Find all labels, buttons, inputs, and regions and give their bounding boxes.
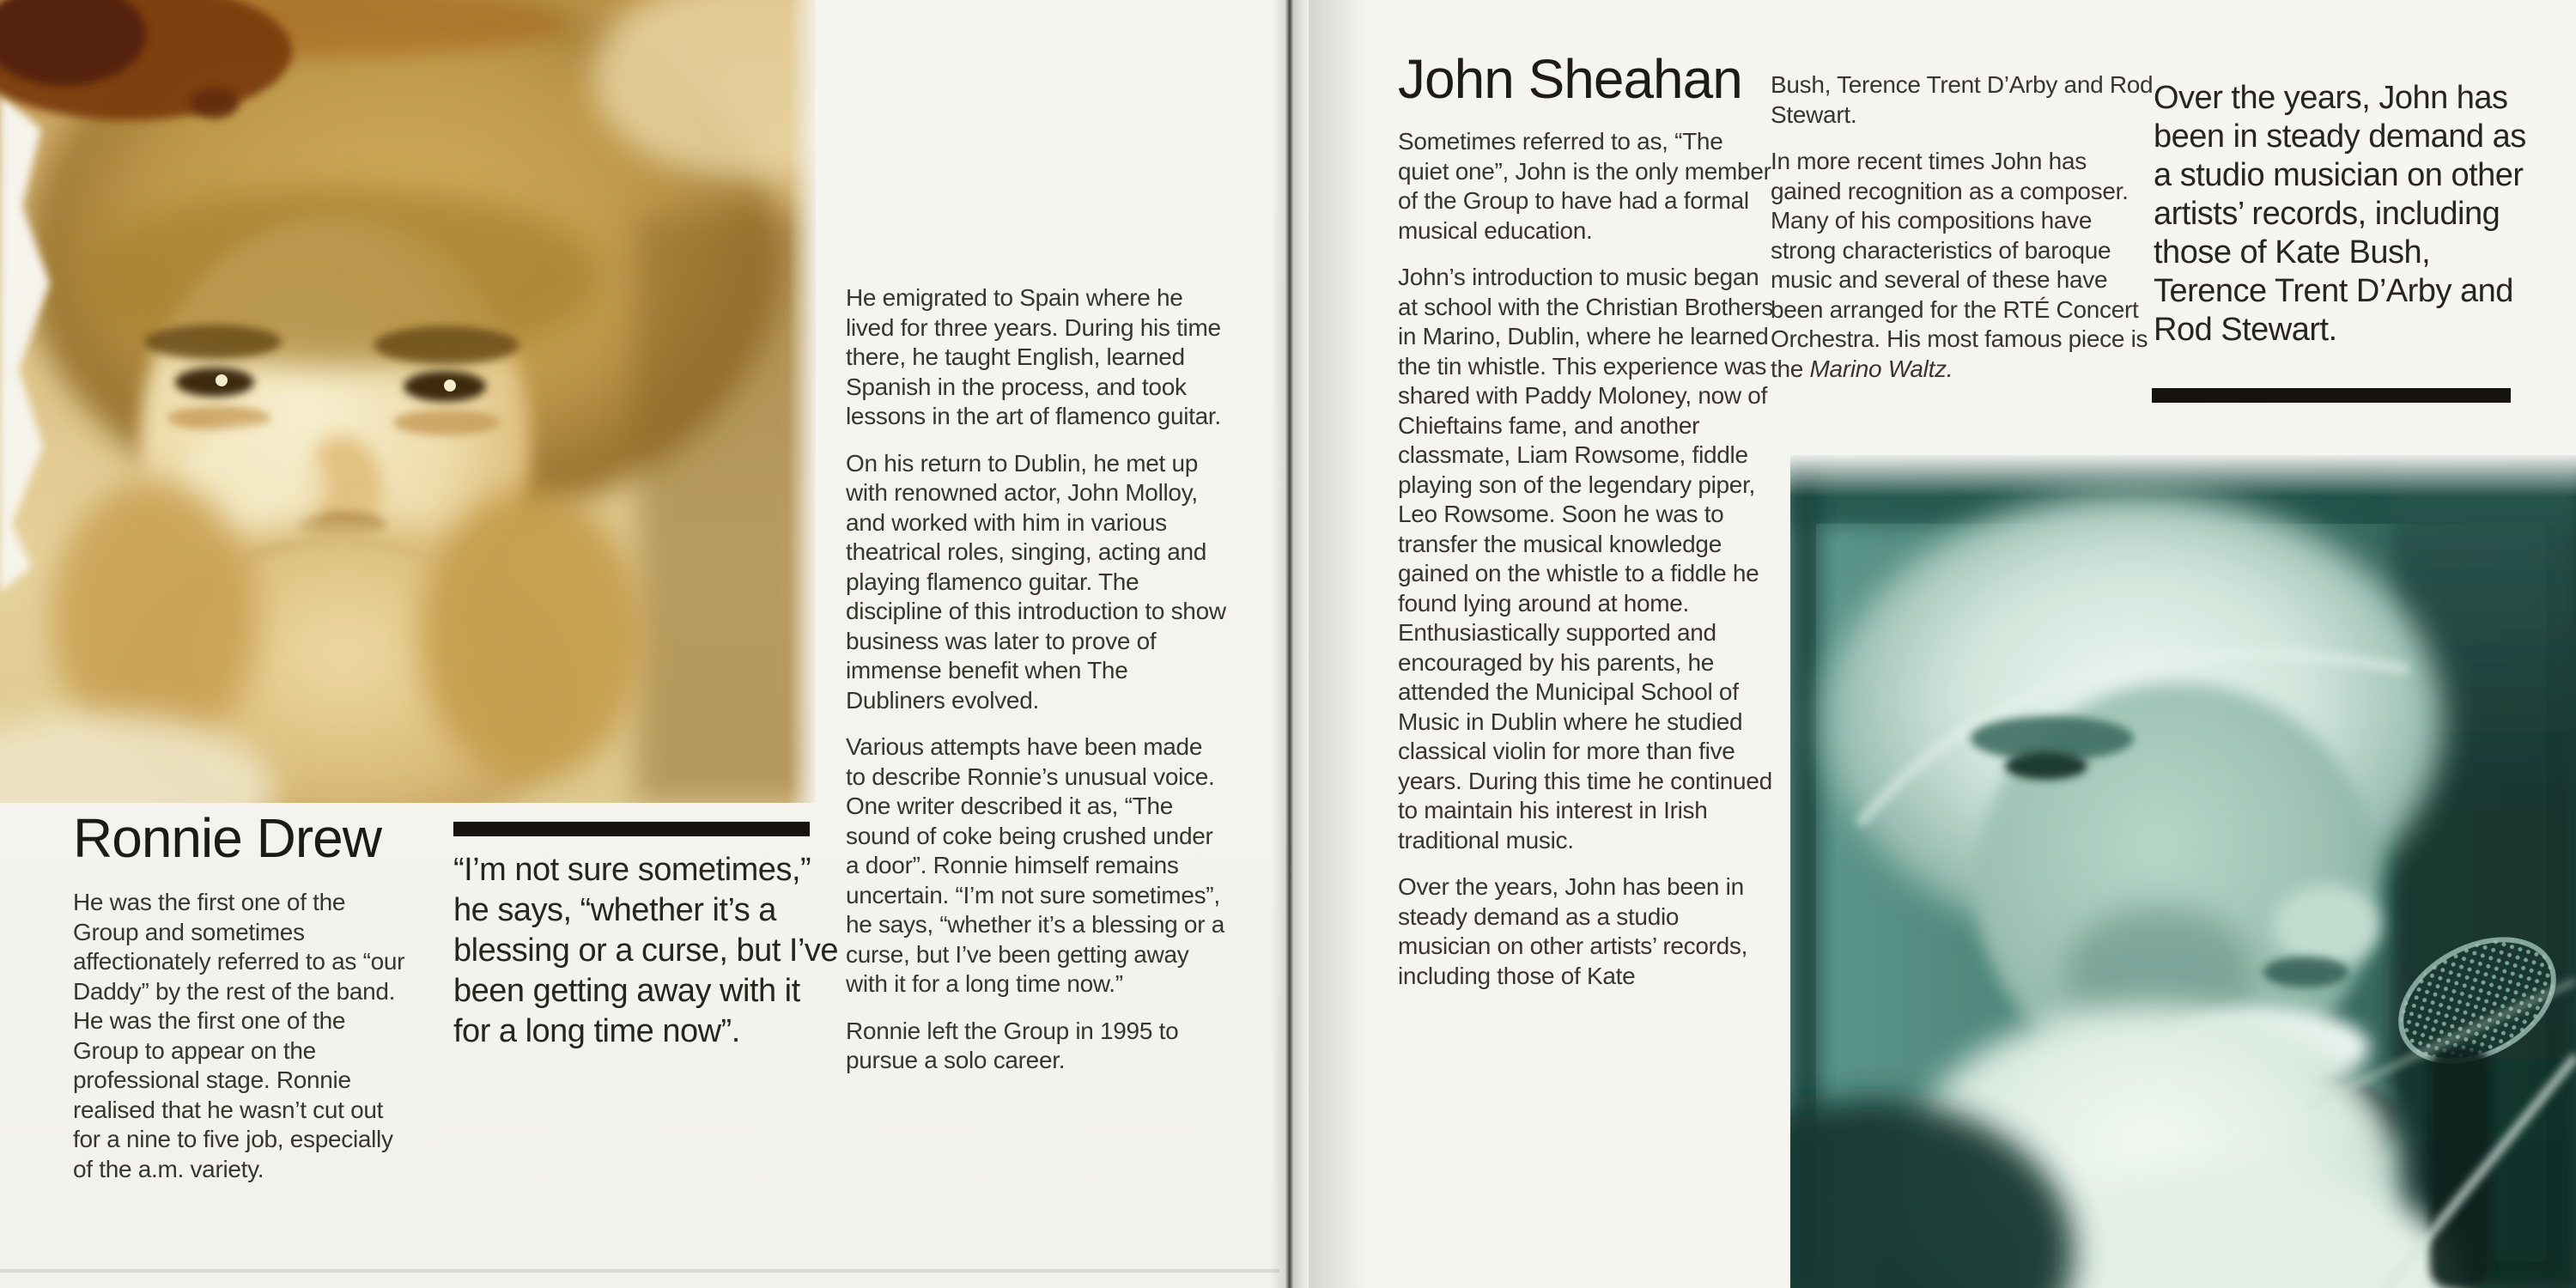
john-paragraph-2: John’s introduction to music began at school with the Christian Brothers in Marino, Dublin, where he learned the tin whistle. This experience was shared with Paddy Moloney, now of Chieftains fame, and another classmate, Liam Rowsome, fiddle playing son of the legendary piper, Leo Rowsome. Soon he was to transfer the musical knowledge gained on the whistle to a fiddle he found lying around at home. Enthusiastically supported and encouraged by his parents, he attended the Municipal School of Music in Dublin where he studied classical violin for more than five years. During this time he continued to maintain his interest in Irish traditional music. [1398,264,1774,854]
pull-quote-rule-left [453,822,810,836]
john-column-2 [1771,70,2157,384]
john-heading: John Sheahan [1398,48,1742,110]
john-column-1 [1398,127,1776,991]
ronnie-paragraph-3: Various attempts have been made to describe Ronnie’s unusual voice. One writer described it as, “The sound of coke being crushed under a door”. Ronnie himself remains uncertain. “I’m not sure sometimes”, he says, “whether it’s a blessing or a curse, but I’ve been getting away with it for a long time now.” [846,733,1224,997]
john-paragraph-1: Sometimes referred to as, “The quiet one”, John is the only member of the Group to have had a formal musical education. [1398,128,1771,244]
ronnie-drew-photo [0,0,816,803]
john-pull-quote: Over the years, John has been in steady demand as a studio musician on other artists’ records, including those of Kate Bush, Terence Trent D’Arby and Rod Stewart. [2154,80,2526,348]
ronnie-heading: Ronnie Drew [73,807,381,869]
ronnie-paragraph-2: On his return to Dublin, he met up with renowned actor, John Molloy, and worked with him in various theatrical roles, singing, acting and playing flamenco guitar. The discipline of this introduction to show business was later to prove of immense benefit when The Dubliners evolved. [846,449,1226,714]
john-sheahan-photo [1790,455,2576,1288]
ronnie-paragraph-4: Ronnie left the Group in 1995 to pursue a solo career. [846,1017,1179,1073]
right-page [1288,0,2576,1288]
ronnie-pull-quote: “I’m not sure sometimes,” he says, “whether it’s a blessing or a curse, but I’ve been getting away with it for a long time now”. [453,852,839,1049]
ronnie-intro: He was the first one of the Group and sometimes affectionately referred to as “our Daddy” by the rest of the band. He was the first one of the Group to appear on the professional stage. Ronnie realised that he wasn’t cut out for a nine to five job, especially of the a.m. variety. [73,889,405,1182]
ronnie-column [846,283,1228,1076]
ronnie-photo-art [0,0,816,803]
john-paragraph-5-text: In more recent times John has gained recognition as a composer. Many of his compositions have strong characteristics of baroque music and several of these have been arranged for the RTÉ Concert Orchestra. His most famous piece is the [1771,148,2148,382]
ronnie-paragraph-1: He emigrated to Spain where he lived for three years. During his time there, he taught English, learned Spanish in the process, and took lessons in the art of flamenco guitar. [846,284,1221,429]
page-fold-shadow [1309,0,1369,1288]
pull-quote-rule-right [2152,388,2511,403]
page-fold [1271,0,1309,1288]
john-photo-art [1790,455,2576,1288]
marino-waltz-italic: Marino Waltz. [1809,355,1953,382]
john-paragraph-4: Bush, Terence Trent D’Arby and Rod Stewart. [1771,71,2154,128]
john-paragraph-5 [1771,147,2157,384]
john-paragraph-3: Over the years, John has been in steady demand as a studio musician on other artists’ records, including those of Kate [1398,873,1748,989]
scan-edge-line [0,1269,1279,1273]
